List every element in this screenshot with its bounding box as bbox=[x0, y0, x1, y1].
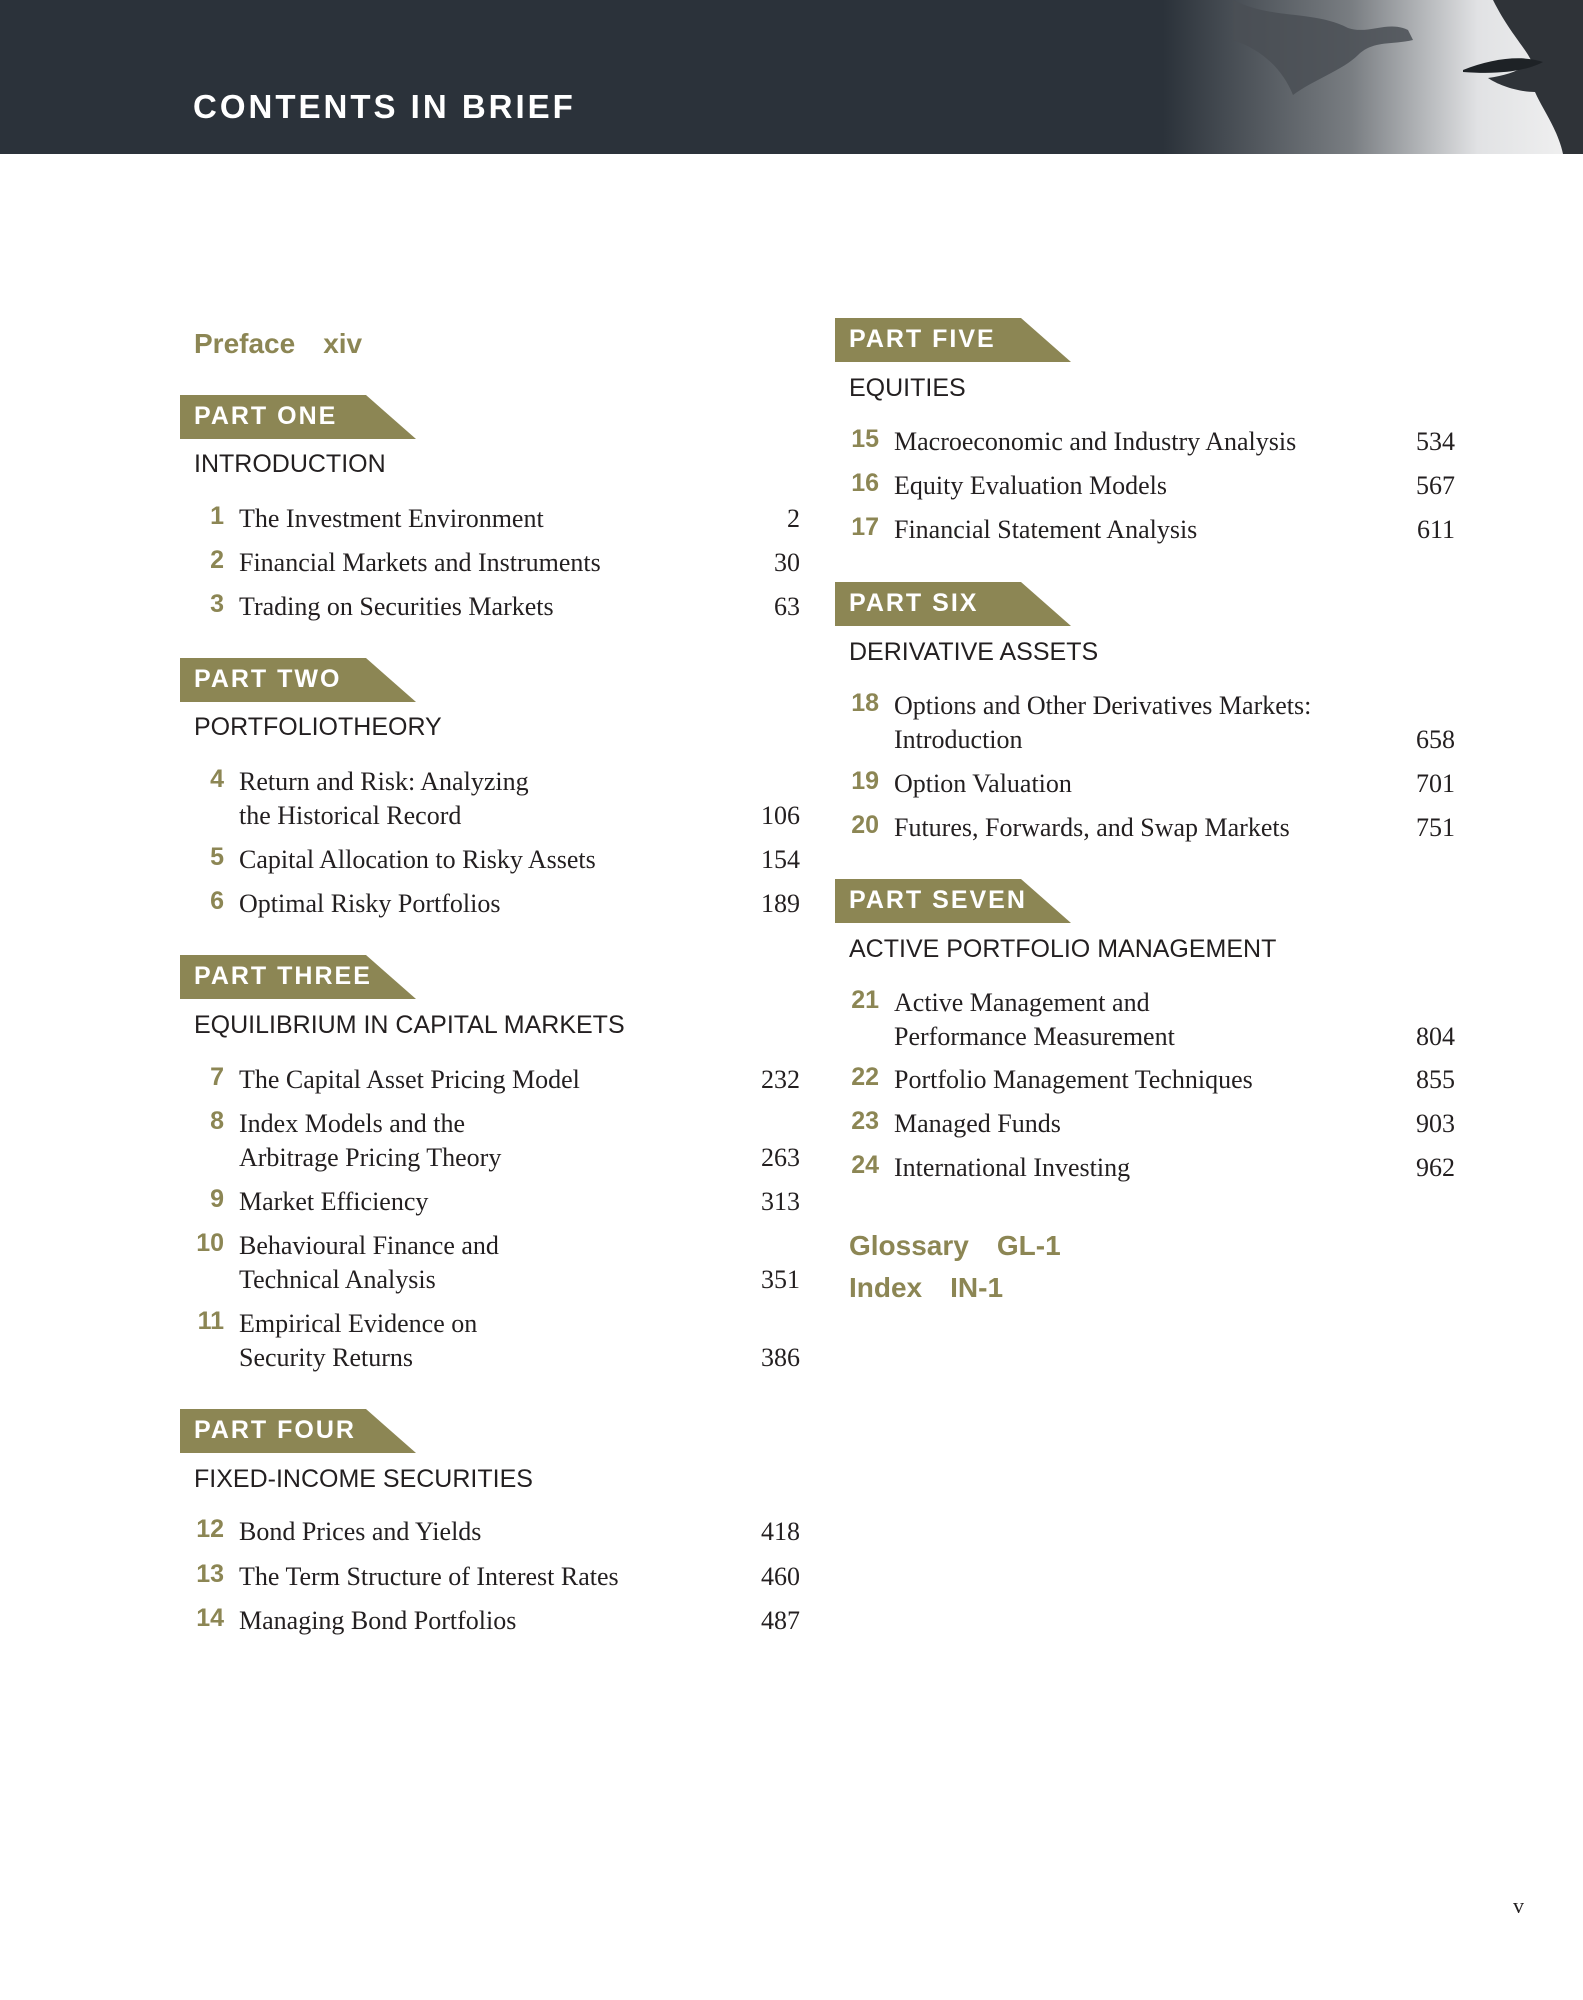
chapter-number: 22 bbox=[851, 1063, 879, 1091]
chapter-number: 18 bbox=[851, 689, 879, 717]
chapter-title: Empirical Evidence on Security Returns bbox=[239, 1309, 478, 1372]
chapter-title: Options and Other Derivatives Markets: Introduction bbox=[894, 691, 1312, 754]
chapter-title: Macroeconomic and Industry Analysis bbox=[894, 427, 1297, 456]
bull-bear-photo bbox=[1163, 0, 1583, 154]
chapter-page: 903 bbox=[1416, 1109, 1455, 1138]
chapter-number: 7 bbox=[210, 1063, 224, 1091]
chapter-title: Futures, Forwards, and Swap Markets bbox=[894, 813, 1290, 842]
part-label: PART THREE bbox=[194, 962, 372, 990]
chapter-page: 2 bbox=[787, 504, 800, 533]
chapter-title: International Investing bbox=[894, 1153, 1131, 1182]
chapter-title: The Investment Environment bbox=[239, 504, 544, 533]
part-title: EQUILIBRIUM IN CAPITAL MARKETS bbox=[194, 1011, 625, 1039]
chapter-page: 658 bbox=[1416, 725, 1455, 754]
chapter-title: The Term Structure of Interest Rates bbox=[239, 1562, 619, 1591]
back-matter-label: Index bbox=[849, 1272, 923, 1303]
chapter-page: 232 bbox=[761, 1065, 800, 1094]
chapter-title: Financial Statement Analysis bbox=[894, 515, 1198, 544]
part-title: PORTFOLIOTHEORY bbox=[194, 713, 442, 741]
chapter-title: Equity Evaluation Models bbox=[894, 471, 1167, 500]
chapter-page: 567 bbox=[1416, 471, 1455, 500]
chapter-number: 12 bbox=[196, 1515, 224, 1543]
chapter-number: 1 bbox=[210, 502, 224, 530]
part-title: DERIVATIVE ASSETS bbox=[849, 638, 1099, 666]
chapter-page: 313 bbox=[761, 1187, 800, 1216]
part-label: PART TWO bbox=[194, 665, 342, 693]
chapter-number: 16 bbox=[851, 469, 879, 497]
chapter-page: 351 bbox=[761, 1265, 800, 1294]
part-title: EQUITIES bbox=[849, 374, 966, 402]
toc-entry-index[interactable] bbox=[849, 1272, 1003, 1304]
toc-entry-glossary[interactable] bbox=[849, 1230, 1061, 1262]
chapter-page: 751 bbox=[1416, 813, 1455, 842]
chapter-title: Managing Bond Portfolios bbox=[239, 1606, 517, 1635]
part-title: INTRODUCTION bbox=[194, 450, 386, 478]
chapter-number: 19 bbox=[851, 767, 879, 795]
chapter-page: 189 bbox=[761, 889, 800, 918]
chapter-title: Portfolio Management Techniques bbox=[894, 1065, 1253, 1094]
back-matter-label: Glossary bbox=[849, 1230, 969, 1261]
chapter-page: 263 bbox=[761, 1143, 800, 1172]
part-label: PART FOUR bbox=[194, 1416, 356, 1444]
front-matter-page: xiv bbox=[323, 328, 363, 359]
chapter-number: 9 bbox=[210, 1185, 224, 1213]
chapter-number: 8 bbox=[210, 1107, 224, 1135]
chapter-number: 3 bbox=[210, 590, 224, 618]
chapter-title: Active Management and Performance Measurement bbox=[894, 988, 1175, 1051]
chapter-title: Managed Funds bbox=[894, 1109, 1061, 1138]
chapter-page: 701 bbox=[1416, 769, 1455, 798]
chapter-title: Behavioural Finance and Technical Analysis bbox=[239, 1231, 499, 1294]
chapter-page: 154 bbox=[761, 845, 800, 874]
chapter-number: 15 bbox=[851, 425, 879, 453]
chapter-page: 487 bbox=[761, 1606, 800, 1635]
chapter-number: 4 bbox=[210, 765, 224, 793]
chapter-number: 24 bbox=[851, 1151, 879, 1179]
page-title: CONTENTS IN BRIEF bbox=[193, 88, 576, 125]
chapter-page: 962 bbox=[1416, 1153, 1455, 1182]
chapter-title: Capital Allocation to Risky Assets bbox=[239, 845, 596, 874]
chapter-number: 17 bbox=[851, 513, 879, 541]
chapter-number: 20 bbox=[851, 811, 879, 839]
chapter-title: Optimal Risky Portfolios bbox=[239, 889, 501, 918]
back-matter-page: IN-1 bbox=[950, 1272, 1004, 1303]
chapter-page: 460 bbox=[761, 1562, 800, 1591]
chapter-page: 804 bbox=[1416, 1022, 1455, 1051]
chapter-title: Option Valuation bbox=[894, 769, 1072, 798]
chapter-page: 106 bbox=[761, 801, 800, 830]
chapter-title: Trading on Securities Markets bbox=[239, 592, 554, 621]
chapter-number: 10 bbox=[196, 1229, 224, 1257]
chapter-number: 2 bbox=[210, 546, 224, 574]
front-matter-label: Preface bbox=[194, 328, 296, 359]
part-label: PART SIX bbox=[849, 589, 979, 617]
chapter-page: 63 bbox=[774, 592, 800, 621]
chapter-title: Financial Markets and Instruments bbox=[239, 548, 601, 577]
chapter-title: The Capital Asset Pricing Model bbox=[239, 1065, 580, 1094]
chapter-number: 6 bbox=[210, 887, 224, 915]
chapter-title: Bond Prices and Yields bbox=[239, 1517, 482, 1546]
chapter-page: 534 bbox=[1416, 427, 1455, 456]
chapter-number: 14 bbox=[196, 1604, 224, 1632]
chapter-page: 611 bbox=[1416, 515, 1455, 544]
chapter-page: 386 bbox=[761, 1343, 800, 1372]
chapter-title: Return and Risk: Analyzing the Historical Record bbox=[239, 767, 529, 830]
chapter-page: 855 bbox=[1416, 1065, 1455, 1094]
part-label: PART SEVEN bbox=[849, 886, 1027, 914]
chapter-page: 30 bbox=[774, 548, 800, 577]
part-title: ACTIVE PORTFOLIO MANAGEMENT bbox=[849, 935, 1277, 963]
chapter-number: 23 bbox=[851, 1107, 879, 1135]
back-matter-page: GL-1 bbox=[996, 1230, 1061, 1261]
toc-entry-preface[interactable] bbox=[194, 328, 362, 360]
chapter-number: 13 bbox=[196, 1560, 224, 1588]
page-number: v bbox=[1513, 1893, 1524, 1918]
page-header bbox=[0, 0, 1583, 154]
chapter-number: 5 bbox=[210, 843, 224, 871]
part-title: FIXED-INCOME SECURITIES bbox=[194, 1465, 533, 1493]
chapter-number: 11 bbox=[197, 1307, 224, 1335]
chapter-page: 418 bbox=[761, 1517, 800, 1546]
chapter-number: 21 bbox=[851, 986, 879, 1014]
chapter-title: Index Models and the Arbitrage Pricing Theory bbox=[239, 1109, 502, 1172]
part-label: PART FIVE bbox=[849, 325, 996, 353]
chapter-title: Market Efficiency bbox=[239, 1187, 429, 1216]
part-label: PART ONE bbox=[194, 402, 338, 430]
